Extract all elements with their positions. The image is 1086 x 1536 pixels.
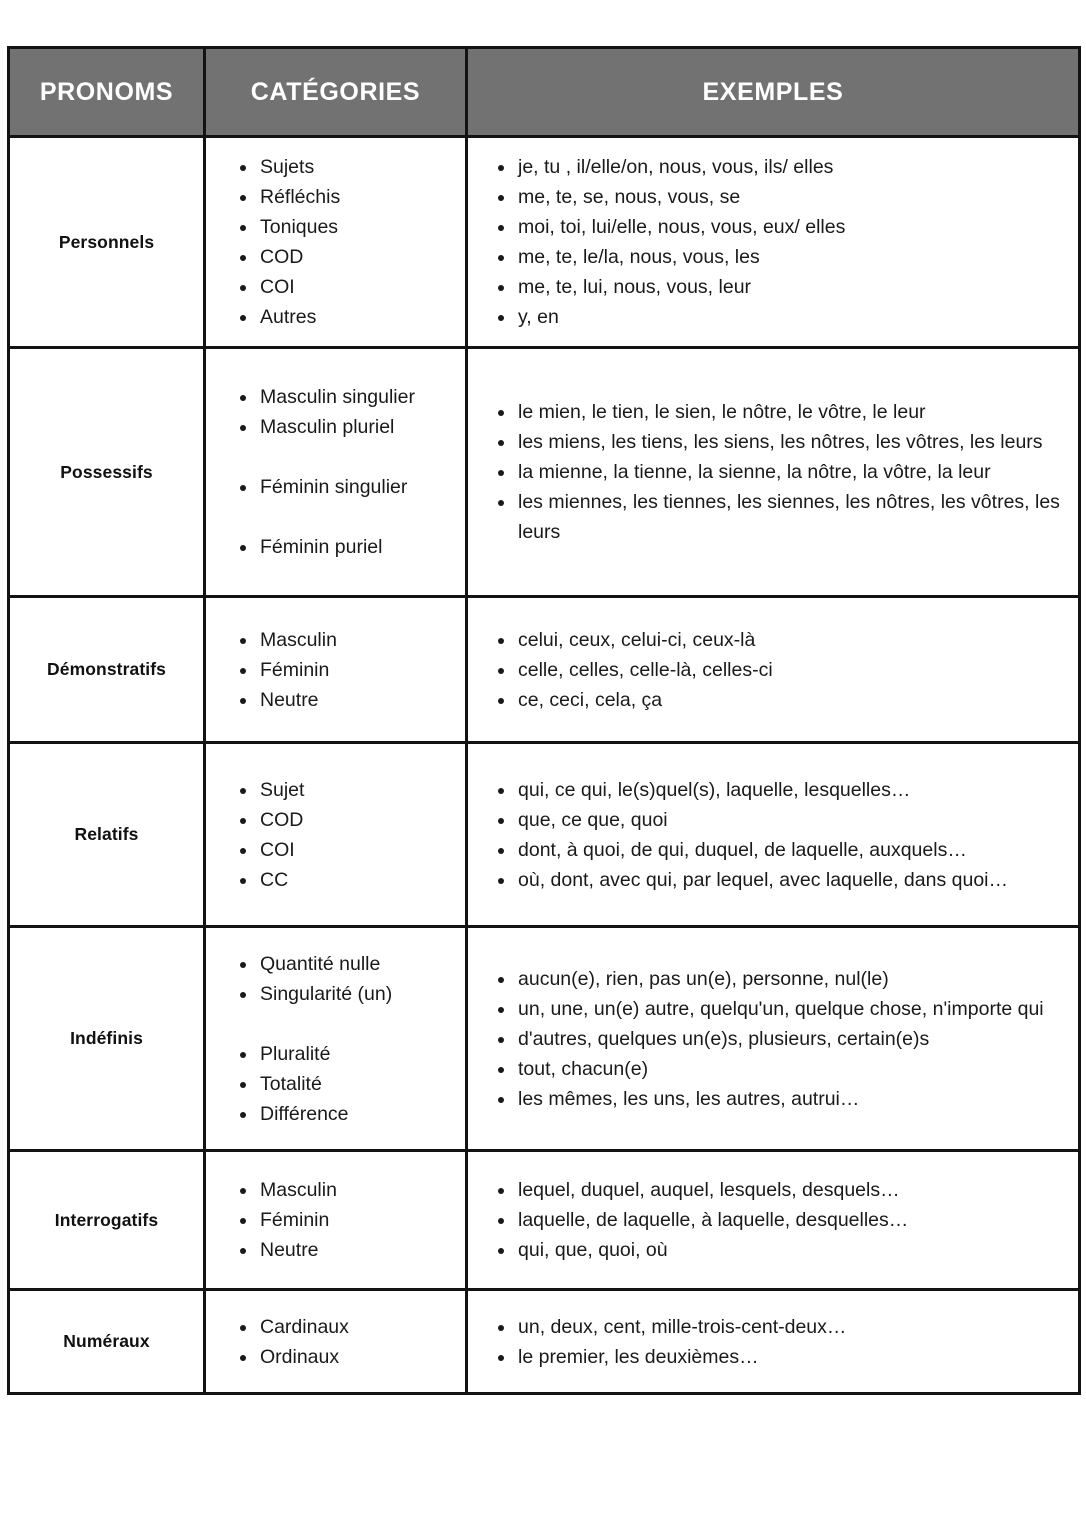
table-row bbox=[9, 1290, 1080, 1394]
list-item: COD bbox=[224, 805, 461, 835]
list-item: lequel, duquel, auquel, lesquels, desquels… bbox=[482, 1175, 1064, 1205]
categories-cell bbox=[205, 927, 467, 1151]
examples-cell bbox=[467, 597, 1080, 743]
column-header-exemples: EXEMPLES bbox=[467, 48, 1080, 137]
header-row bbox=[9, 48, 1080, 137]
list-item: qui, ce qui, le(s)quel(s), laquelle, lesquelles… bbox=[482, 775, 1064, 805]
table-body bbox=[9, 137, 1080, 1394]
list-item: Masculin singulier bbox=[224, 382, 461, 412]
examples-cell bbox=[467, 348, 1080, 597]
categories-list bbox=[206, 1312, 465, 1372]
categories-cell bbox=[205, 1290, 467, 1394]
column-header-pronoms: PRONOMS bbox=[9, 48, 205, 137]
list-item: CC bbox=[224, 865, 461, 895]
list-item: Neutre bbox=[224, 1235, 461, 1265]
list-item: Féminin singulier bbox=[224, 472, 461, 502]
pronoun-label-cell: Relatifs bbox=[9, 743, 205, 927]
list-item: Neutre bbox=[224, 685, 461, 715]
list-item: Ordinaux bbox=[224, 1342, 461, 1372]
categories-cell bbox=[205, 597, 467, 743]
list-item: la mienne, la tienne, la sienne, la nôtre, la vôtre, la leur bbox=[482, 457, 1064, 487]
examples-list bbox=[468, 397, 1078, 547]
pronoun-label-cell: Démonstratifs bbox=[9, 597, 205, 743]
list-item: Féminin bbox=[224, 1205, 461, 1235]
pronoun-label-cell: Interrogatifs bbox=[9, 1151, 205, 1290]
list-item: où, dont, avec qui, par lequel, avec laquelle, dans quoi… bbox=[482, 865, 1064, 895]
categories-list bbox=[206, 949, 465, 1129]
table-row bbox=[9, 927, 1080, 1151]
list-item: Toniques bbox=[224, 212, 461, 242]
list-item: les miennes, les tiennes, les siennes, les nôtres, les vôtres, les leurs bbox=[482, 487, 1064, 547]
list-item: Différence bbox=[224, 1099, 461, 1129]
list-item: un, une, un(e) autre, quelqu'un, quelque chose, n'importe qui bbox=[482, 994, 1064, 1024]
examples-list bbox=[468, 775, 1078, 895]
list-item: Masculin pluriel bbox=[224, 412, 461, 442]
list-item: le premier, les deuxièmes… bbox=[482, 1342, 1064, 1372]
list-item: les mêmes, les uns, les autres, autrui… bbox=[482, 1084, 1064, 1114]
list-item: Féminin puriel bbox=[224, 532, 461, 562]
examples-cell bbox=[467, 743, 1080, 927]
examples-cell bbox=[467, 1151, 1080, 1290]
list-item: Masculin bbox=[224, 625, 461, 655]
list-item: me, te, lui, nous, vous, leur bbox=[482, 272, 1064, 302]
pronoun-label-cell: Numéraux bbox=[9, 1290, 205, 1394]
table-row bbox=[9, 137, 1080, 348]
categories-list bbox=[206, 775, 465, 895]
list-item: Féminin bbox=[224, 655, 461, 685]
categories-list bbox=[206, 1175, 465, 1265]
list-item: me, te, se, nous, vous, se bbox=[482, 182, 1064, 212]
list-item: Quantité nulle bbox=[224, 949, 461, 979]
list-item: COI bbox=[224, 272, 461, 302]
examples-cell bbox=[467, 927, 1080, 1151]
categories-cell bbox=[205, 1151, 467, 1290]
list-item: Sujet bbox=[224, 775, 461, 805]
list-item: laquelle, de laquelle, à laquelle, desquelles… bbox=[482, 1205, 1064, 1235]
categories-list bbox=[206, 152, 465, 332]
table-row bbox=[9, 743, 1080, 927]
list-item: Sujets bbox=[224, 152, 461, 182]
list-item: celui, ceux, celui-ci, ceux-là bbox=[482, 625, 1064, 655]
list-item: les miens, les tiens, les siens, les nôtres, les vôtres, les leurs bbox=[482, 427, 1064, 457]
pronouns-table bbox=[7, 46, 1081, 1395]
table-header bbox=[9, 48, 1080, 137]
examples-cell bbox=[467, 1290, 1080, 1394]
list-item: aucun(e), rien, pas un(e), personne, nul(le) bbox=[482, 964, 1064, 994]
list-item: je, tu , il/elle/on, nous, vous, ils/ elles bbox=[482, 152, 1064, 182]
list-item: Masculin bbox=[224, 1175, 461, 1205]
list-item: Réfléchis bbox=[224, 182, 461, 212]
examples-list bbox=[468, 1175, 1078, 1265]
pronoun-label-cell: Personnels bbox=[9, 137, 205, 348]
list-item: COD bbox=[224, 242, 461, 272]
list-item: me, te, le/la, nous, vous, les bbox=[482, 242, 1064, 272]
examples-list bbox=[468, 625, 1078, 715]
list-item: celle, celles, celle-là, celles-ci bbox=[482, 655, 1064, 685]
list-item: qui, que, quoi, où bbox=[482, 1235, 1064, 1265]
examples-list bbox=[468, 1312, 1078, 1372]
examples-list bbox=[468, 964, 1078, 1114]
table-row bbox=[9, 1151, 1080, 1290]
list-item: ce, ceci, cela, ça bbox=[482, 685, 1064, 715]
categories-cell bbox=[205, 348, 467, 597]
list-item: Singularité (un) bbox=[224, 979, 461, 1009]
examples-list bbox=[468, 152, 1078, 332]
list-item: tout, chacun(e) bbox=[482, 1054, 1064, 1084]
list-item: moi, toi, lui/elle, nous, vous, eux/ elles bbox=[482, 212, 1064, 242]
list-item: Pluralité bbox=[224, 1039, 461, 1069]
pronoun-label-cell: Possessifs bbox=[9, 348, 205, 597]
list-item: d'autres, quelques un(e)s, plusieurs, certain(e)s bbox=[482, 1024, 1064, 1054]
list-item: Cardinaux bbox=[224, 1312, 461, 1342]
list-item: Totalité bbox=[224, 1069, 461, 1099]
examples-cell bbox=[467, 137, 1080, 348]
column-header-categories: CATÉGORIES bbox=[205, 48, 467, 137]
list-item: Autres bbox=[224, 302, 461, 332]
categories-cell bbox=[205, 137, 467, 348]
table-row bbox=[9, 348, 1080, 597]
categories-cell bbox=[205, 743, 467, 927]
list-item: que, ce que, quoi bbox=[482, 805, 1064, 835]
categories-list bbox=[206, 625, 465, 715]
list-item: y, en bbox=[482, 302, 1064, 332]
list-item: un, deux, cent, mille-trois-cent-deux… bbox=[482, 1312, 1064, 1342]
list-item: COI bbox=[224, 835, 461, 865]
table-row bbox=[9, 597, 1080, 743]
pronoun-label-cell: Indéfinis bbox=[9, 927, 205, 1151]
categories-list bbox=[206, 382, 465, 562]
list-item: dont, à quoi, de qui, duquel, de laquelle, auxquels… bbox=[482, 835, 1064, 865]
list-item: le mien, le tien, le sien, le nôtre, le vôtre, le leur bbox=[482, 397, 1064, 427]
